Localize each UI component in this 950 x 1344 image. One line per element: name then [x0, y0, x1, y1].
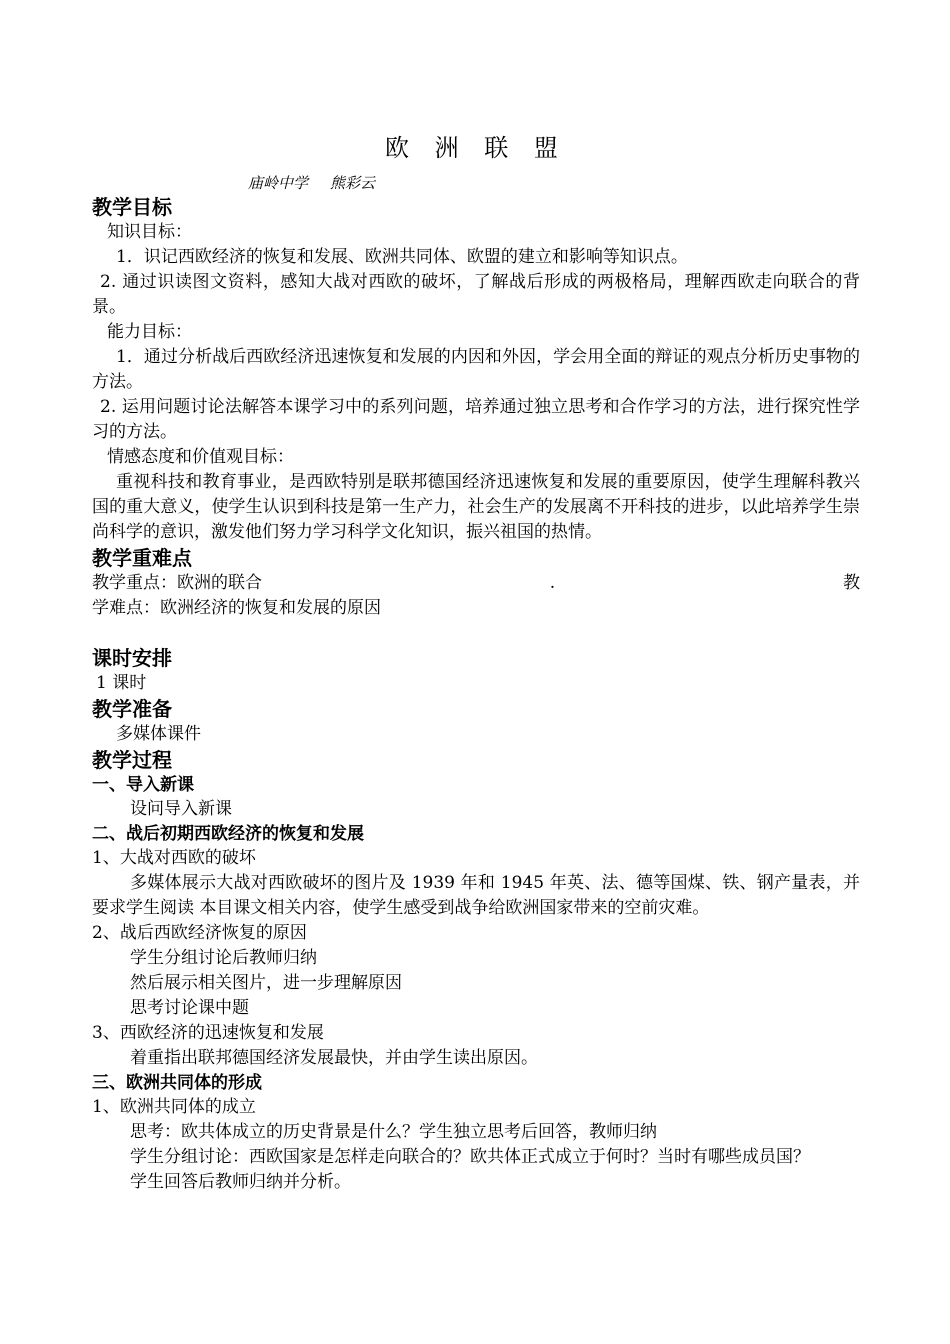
separator-dot: . [549, 573, 556, 593]
section-2-1-title: 1、大战对西欧的破坏 [92, 848, 256, 868]
section-1-title: 一、导入新课 [92, 775, 194, 795]
ability-item-2: 2. 运用问题讨论法解答本课学习中的系列问题，培养通过独立思考和合作学习的方法，进行探究性学习的方法。 [92, 397, 860, 442]
author-school: 庙岭中学 [248, 174, 309, 192]
author-line [248, 172, 860, 194]
section-1-text: 设问导入新课 [130, 799, 232, 819]
difficulty-start: 教 [843, 573, 860, 593]
process-heading: 教学过程 [92, 748, 172, 772]
section-3-title: 三、欧洲共同体的形成 [92, 1073, 262, 1093]
knowledge-label: 知识目标： [107, 222, 192, 242]
section-3-1-a: 思考：欧共体成立的历史背景是什么？学生独立思考后回答，教师归纳 [130, 1122, 657, 1142]
knowledge-item-2: 2. 通过识读图文资料，感知大战对西欧的破坏，了解战后形成的两极格局，理解西欧走向联合的背景。 [92, 272, 860, 317]
section-2-2-title: 2、战后西欧经济恢复的原因 [92, 923, 307, 943]
document-page [92, 130, 860, 1195]
schedule-heading: 课时安排 [92, 646, 172, 670]
section-3-1-title: 1、欧洲共同体的成立 [92, 1097, 256, 1117]
teaching-difficulty: 学难点：欧洲经济的恢复和发展的原因 [92, 598, 381, 618]
section-3-1-b: 学生分组讨论：西欧国家是怎样走向联合的？欧共体正式成立于何时？当时有哪些成员国？ [130, 1147, 810, 1167]
emotion-text: 重视科技和教育事业，是西欧特别是联邦德国经济迅速恢复和发展的重要原因，使学生理解科教兴国的重大意义，使学生认识到科技是第一生产力，社会生产的发展离不开科技的进步，以此培养学生崇尚科学的意识，激发他们努力学习科学文化知识，振兴祖国的热情。 [92, 472, 860, 542]
teaching-focus: 教学重点：欧洲的联合 [92, 573, 262, 593]
author-name: 熊彩云 [330, 174, 376, 192]
section-2-2-b: 然后展示相关图片，进一步理解原因 [130, 973, 402, 993]
goals-heading: 教学目标 [92, 195, 172, 219]
section-2-3-title: 3、西欧经济的迅速恢复和发展 [92, 1023, 324, 1043]
prep-heading: 教学准备 [92, 697, 172, 721]
ability-label: 能力目标： [107, 322, 192, 342]
document-title: 欧 洲 联 盟 [385, 134, 567, 162]
emotion-label: 情感态度和价值观目标： [107, 447, 294, 467]
section-2-2-c: 思考讨论课中题 [130, 998, 249, 1018]
section-2-title: 二、战后初期西欧经济的恢复和发展 [92, 824, 364, 844]
schedule-text: 1 课时 [96, 673, 147, 693]
ability-item-1: 1．通过分析战后西欧经济迅速恢复和发展的内因和外因，学会用全面的辩证的观点分析历史事物的方法。 [92, 347, 860, 392]
key-points-heading: 教学重难点 [92, 546, 192, 570]
knowledge-item-1: 1．识记西欧经济的恢复和发展、欧洲共同体、欧盟的建立和影响等知识点。 [116, 247, 688, 267]
section-2-3-text: 着重指出联邦德国经济发展最快，并由学生读出原因。 [130, 1048, 538, 1068]
section-2-2-a: 学生分组讨论后教师归纳 [130, 948, 317, 968]
section-3-1-c: 学生回答后教师归纳并分析。 [130, 1172, 351, 1192]
prep-text: 多媒体课件 [116, 724, 201, 744]
key-points-row [92, 571, 860, 596]
section-2-1-text: 多媒体展示大战对西欧破坏的图片及 1939 年和 1945 年英、法、德等国煤、铁、钢产量表，并要求学生阅读 本目课文相关内容，使学生感受到战争给欧洲国家带来的空前灾难。 [92, 873, 860, 918]
